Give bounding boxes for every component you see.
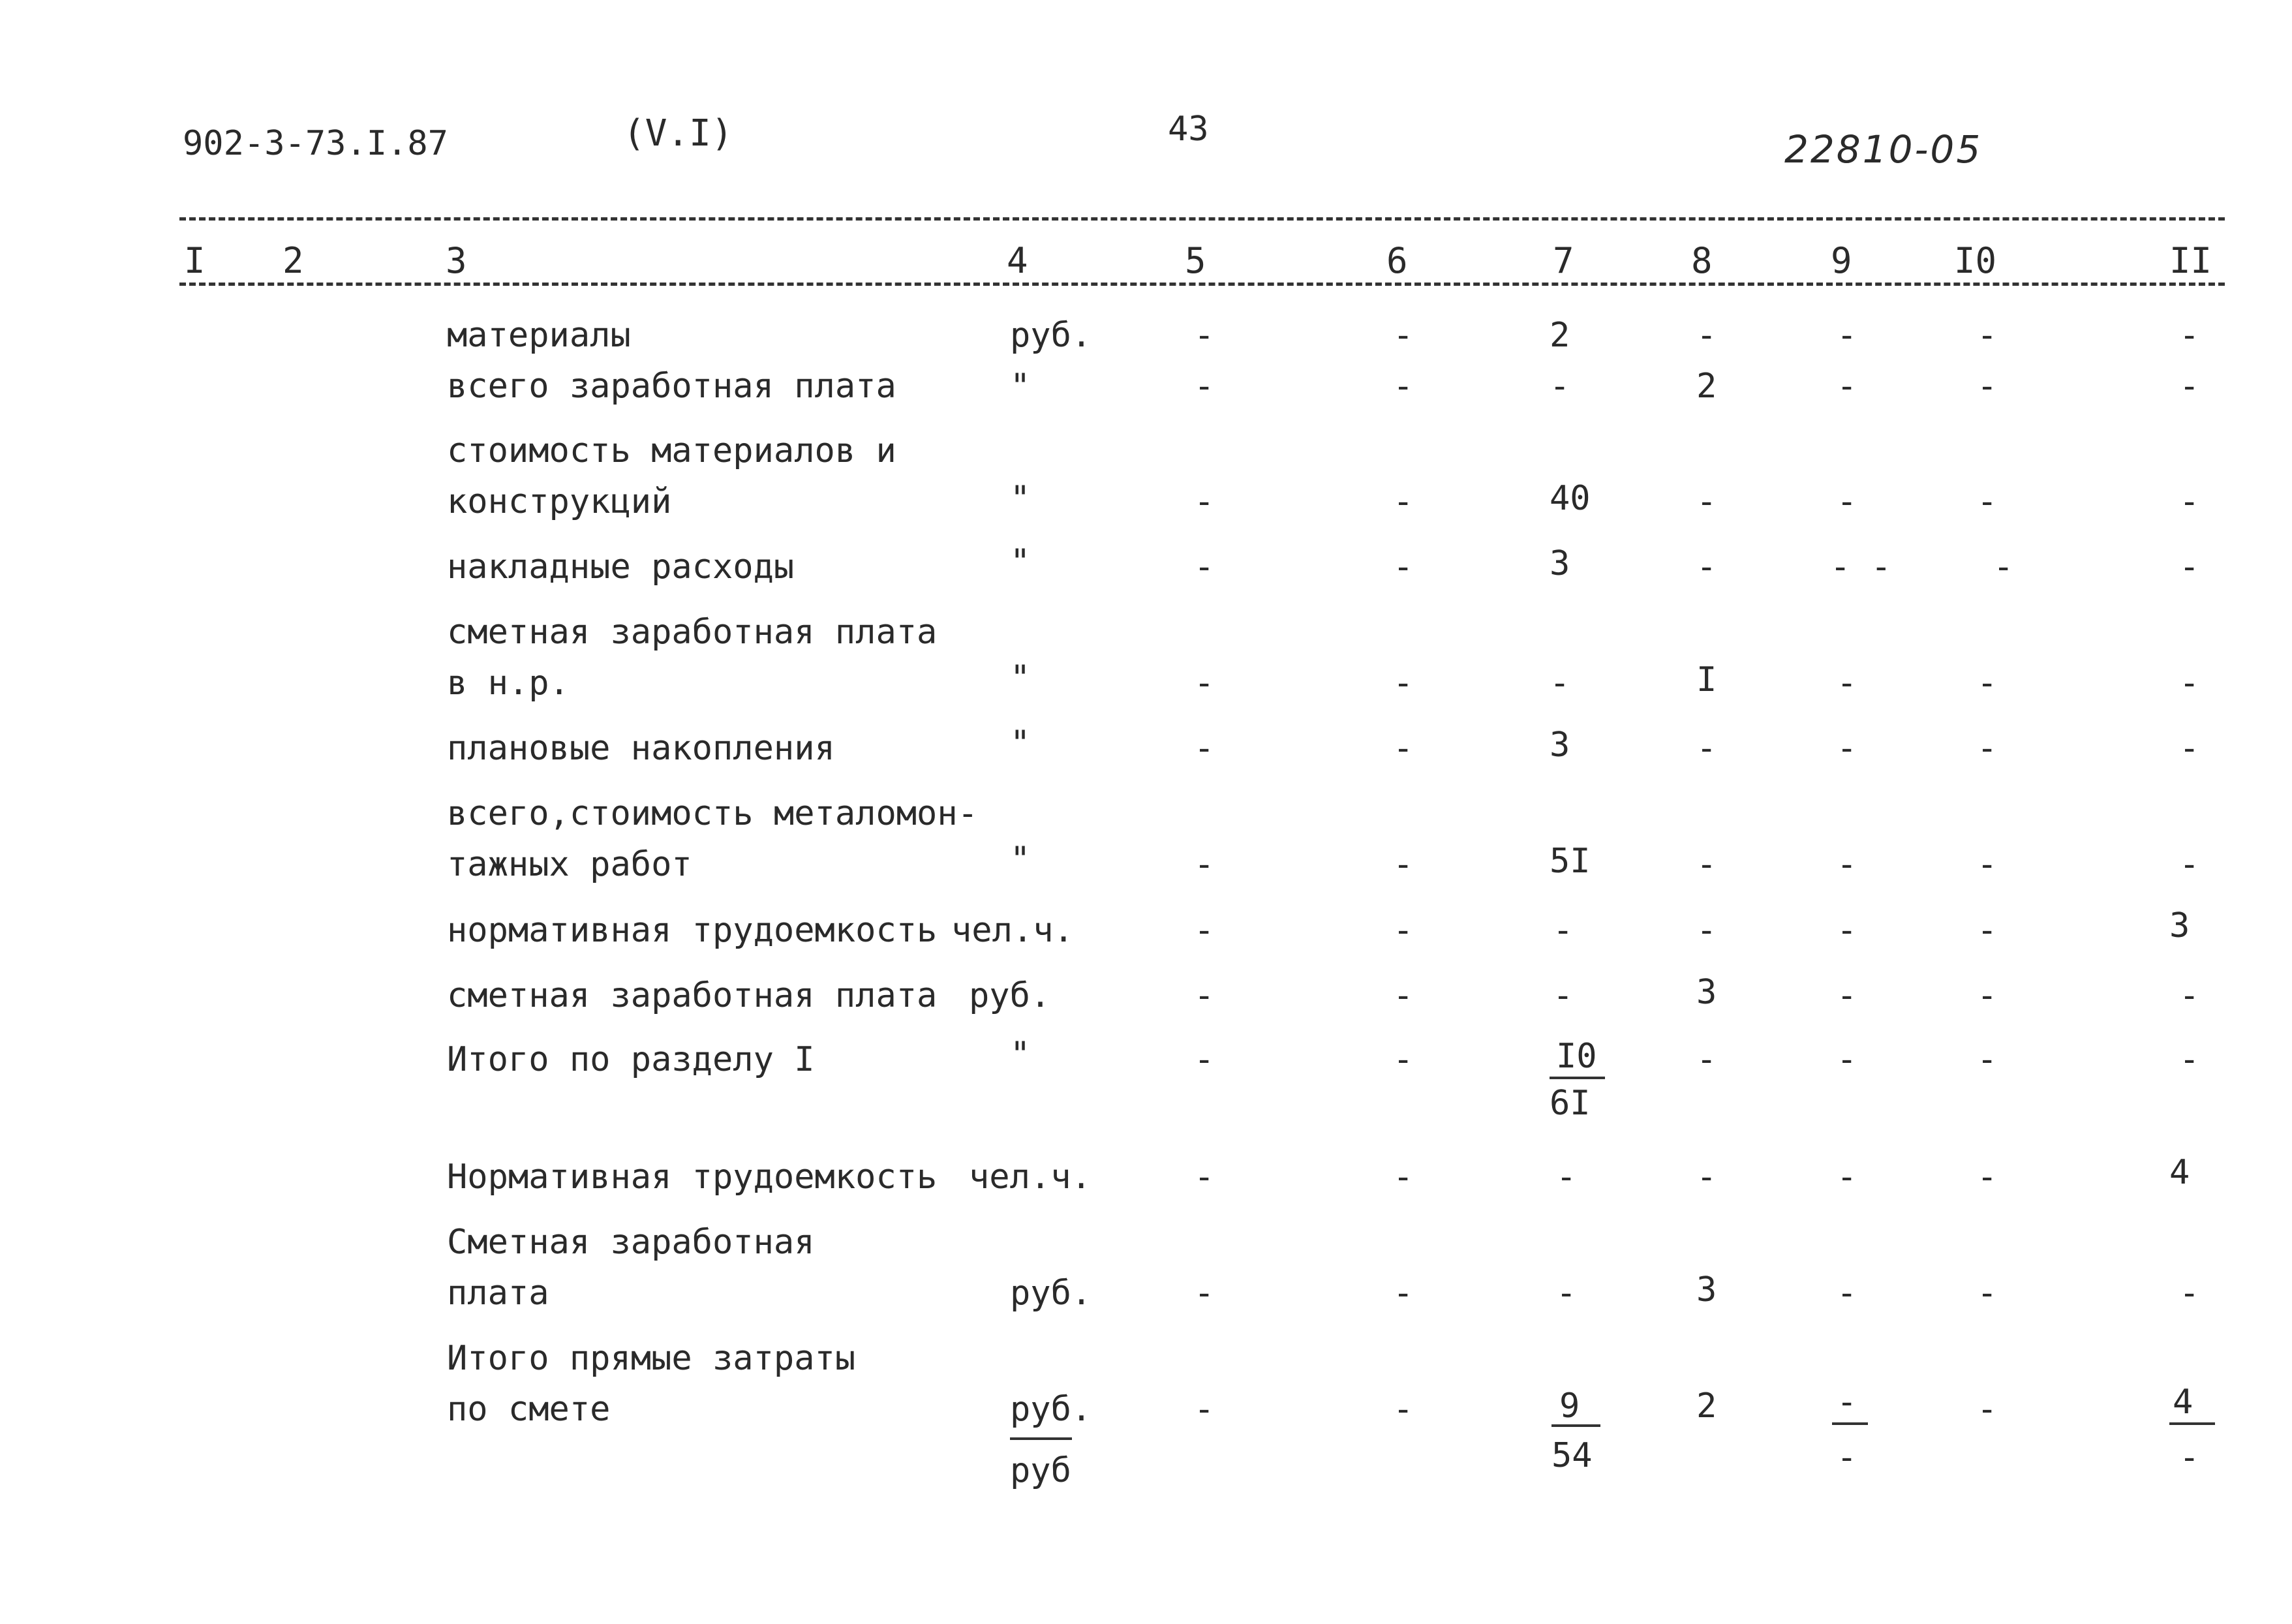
col5-cell: - xyxy=(1194,1390,1215,1429)
col9-cell: - xyxy=(1837,1274,1857,1313)
column-number-4: 4 xyxy=(1007,240,1028,281)
fraction-bar xyxy=(1551,1424,1600,1427)
col11-cell: 3 xyxy=(2169,906,2190,945)
col10-cell: - xyxy=(1977,1040,1998,1079)
column-number-3: 3 xyxy=(446,240,467,281)
col9-cell: - xyxy=(1837,976,1857,1015)
col8-cell: 3 xyxy=(1696,1270,1717,1310)
col5-cell: - xyxy=(1194,1157,1215,1197)
col5-cell: - xyxy=(1194,547,1215,587)
col10-cell: - xyxy=(1977,1390,1998,1429)
row-label: всего,стоимость металомон- xyxy=(447,794,978,833)
col9-denominator: - xyxy=(1837,1438,1857,1477)
col10-cell: - xyxy=(1977,1157,1998,1197)
col10-cell: - xyxy=(1977,367,1998,406)
page-number: 43 xyxy=(1168,110,1209,149)
col5-cell: - xyxy=(1194,367,1215,406)
document-number: 22810-05 xyxy=(1784,127,1983,172)
project-code: 902-3-73.I.87 xyxy=(183,124,448,163)
col9-cell: - - xyxy=(1830,547,1891,587)
col10-cell: - xyxy=(1977,316,1998,355)
fraction-bar xyxy=(2169,1422,2215,1425)
col8-cell: 2 xyxy=(1696,367,1717,406)
unit-cell: чел.ч. xyxy=(969,1157,1092,1197)
col10-cell: - xyxy=(1977,1274,1998,1313)
fraction-bar xyxy=(1832,1422,1868,1425)
col9-cell: - xyxy=(1837,1157,1857,1197)
col8-cell: 3 xyxy=(1696,973,1717,1012)
col8-cell: - xyxy=(1696,316,1717,355)
col8-cell: - xyxy=(1696,729,1717,768)
col11-cell: 4 xyxy=(2169,1153,2190,1192)
row-label: материалы xyxy=(447,316,631,355)
unit-cell: чел.ч. xyxy=(951,911,1074,950)
col10-cell: - xyxy=(1977,482,1998,521)
unit-cell: " xyxy=(1010,658,1031,697)
col11-cell: - xyxy=(2179,976,2200,1015)
col8-cell: I xyxy=(1696,660,1717,699)
unit-numerator: руб. xyxy=(1010,1390,1092,1429)
row-label-continued: тажных работ xyxy=(447,845,692,884)
col7-cell: - xyxy=(1556,1274,1577,1313)
row-label-continued: плата xyxy=(447,1274,549,1313)
col5-cell: - xyxy=(1194,729,1215,768)
column-number-2: 2 xyxy=(283,240,304,281)
col9-numerator: - xyxy=(1837,1383,1857,1422)
col6-cell: - xyxy=(1393,911,1414,950)
top-dashed-rule xyxy=(179,217,2225,221)
col5-cell: - xyxy=(1194,316,1215,355)
col6-cell: - xyxy=(1393,976,1414,1015)
col5-cell: - xyxy=(1194,482,1215,521)
col10-cell: - xyxy=(1993,547,2014,587)
unit-cell: " xyxy=(1010,542,1031,581)
column-number-1: I xyxy=(184,240,206,281)
row-label: всего заработная плата xyxy=(447,367,896,406)
col9-cell: - xyxy=(1837,367,1857,406)
col7-cell: 5I xyxy=(1550,842,1591,881)
col7-cell: - xyxy=(1553,976,1574,1015)
col7-cell: 2 xyxy=(1550,316,1570,355)
column-number-10: I0 xyxy=(1954,240,1997,281)
row-label: Итого прямые затраты xyxy=(447,1339,856,1378)
col9-cell: - xyxy=(1837,911,1857,950)
col9-cell: - xyxy=(1837,1040,1857,1079)
col11-numerator: 4 xyxy=(2173,1383,2193,1422)
row-label-continued: конструкций xyxy=(447,482,672,521)
col11-cell: - xyxy=(2179,367,2200,406)
col6-cell: - xyxy=(1393,664,1414,703)
col7-cell: 3 xyxy=(1550,726,1570,765)
col5-cell: - xyxy=(1194,976,1215,1015)
col9-cell: - xyxy=(1837,482,1857,521)
unit-denominator: руб xyxy=(1010,1451,1071,1490)
col6-cell: - xyxy=(1393,1274,1414,1313)
row-label-continued: в н.р. xyxy=(447,664,570,703)
col6-cell: - xyxy=(1393,845,1414,884)
col11-cell: - xyxy=(2179,1274,2200,1313)
column-number-9: 9 xyxy=(1831,240,1852,281)
col11-cell: - xyxy=(2179,1040,2200,1079)
unit-cell: " xyxy=(1010,840,1031,879)
row-label: плановые накопления xyxy=(447,729,835,768)
column-number-6: 6 xyxy=(1386,240,1408,281)
column-number-7: 7 xyxy=(1553,240,1574,281)
unit-cell: " xyxy=(1010,479,1031,518)
col6-cell: - xyxy=(1393,547,1414,587)
col9-cell: - xyxy=(1837,664,1857,703)
row-label-continued: по смете xyxy=(447,1390,611,1429)
col7-numerator: I0 xyxy=(1556,1037,1597,1076)
col8-cell: - xyxy=(1696,1157,1717,1197)
col10-cell: - xyxy=(1977,729,1998,768)
col7-cell: - xyxy=(1550,367,1570,406)
col10-cell: - xyxy=(1977,911,1998,950)
col9-cell: - xyxy=(1837,729,1857,768)
row-label: Нормативная трудоемкость xyxy=(447,1157,938,1197)
col6-cell: - xyxy=(1393,367,1414,406)
unit-cell: " xyxy=(1010,1035,1031,1074)
col7-cell: - xyxy=(1553,911,1574,950)
col7-numerator: 9 xyxy=(1559,1387,1580,1426)
column-number-5: 5 xyxy=(1185,240,1206,281)
col5-cell: - xyxy=(1194,845,1215,884)
col11-cell: - xyxy=(2179,729,2200,768)
col10-cell: - xyxy=(1977,664,1998,703)
header-dashed-rule xyxy=(179,283,2225,286)
unit-cell: " xyxy=(1010,367,1031,406)
col6-cell: - xyxy=(1393,316,1414,355)
col11-denominator: - xyxy=(2179,1438,2200,1477)
col6-cell: - xyxy=(1393,1040,1414,1079)
column-number-11: II xyxy=(2169,240,2212,281)
col10-cell: - xyxy=(1977,845,1998,884)
col8-cell: - xyxy=(1696,911,1717,950)
col11-cell: - xyxy=(2179,664,2200,703)
row-label: Итого по разделу I xyxy=(447,1040,815,1079)
column-number-8: 8 xyxy=(1691,240,1713,281)
col7-cell: 40 xyxy=(1550,479,1591,518)
col6-cell: - xyxy=(1393,729,1414,768)
col10-cell: - xyxy=(1977,976,1998,1015)
col9-cell: - xyxy=(1837,316,1857,355)
row-label: Сметная заработная xyxy=(447,1223,815,1262)
col6-cell: - xyxy=(1393,1157,1414,1197)
col5-cell: - xyxy=(1194,664,1215,703)
col8-cell: - xyxy=(1696,845,1717,884)
fraction-bar xyxy=(1010,1437,1072,1440)
col11-cell: - xyxy=(2179,482,2200,521)
unit-cell: " xyxy=(1010,724,1031,763)
col5-cell: - xyxy=(1194,911,1215,950)
col11-cell: - xyxy=(2179,845,2200,884)
volume-label: (V.I) xyxy=(623,112,733,155)
row-label: нормативная трудоемкость xyxy=(447,911,938,950)
unit-cell: руб. xyxy=(969,976,1051,1015)
col5-cell: - xyxy=(1194,1040,1215,1079)
row-label: стоимость материалов и xyxy=(447,431,896,470)
col7-denominator: 6I xyxy=(1550,1084,1591,1123)
row-label: сметная заработная плата xyxy=(447,613,938,652)
col5-cell: - xyxy=(1194,1274,1215,1313)
unit-cell: руб. xyxy=(1010,316,1092,355)
col7-cell: - xyxy=(1550,664,1570,703)
col8-cell: - xyxy=(1696,482,1717,521)
row-label: накладные расходы xyxy=(447,547,795,587)
col6-cell: - xyxy=(1393,1390,1414,1429)
col7-cell: - xyxy=(1556,1157,1577,1197)
col8-cell: - xyxy=(1696,547,1717,587)
col6-cell: - xyxy=(1393,482,1414,521)
col11-cell: - xyxy=(2179,547,2200,587)
col8-cell: 2 xyxy=(1696,1387,1717,1426)
col7-denominator: 54 xyxy=(1551,1436,1593,1475)
col7-cell: 3 xyxy=(1550,544,1570,583)
col11-cell: - xyxy=(2179,316,2200,355)
row-label: сметная заработная плата xyxy=(447,976,938,1015)
col9-cell: - xyxy=(1837,845,1857,884)
unit-cell: руб. xyxy=(1010,1274,1092,1313)
col8-cell: - xyxy=(1696,1040,1717,1079)
